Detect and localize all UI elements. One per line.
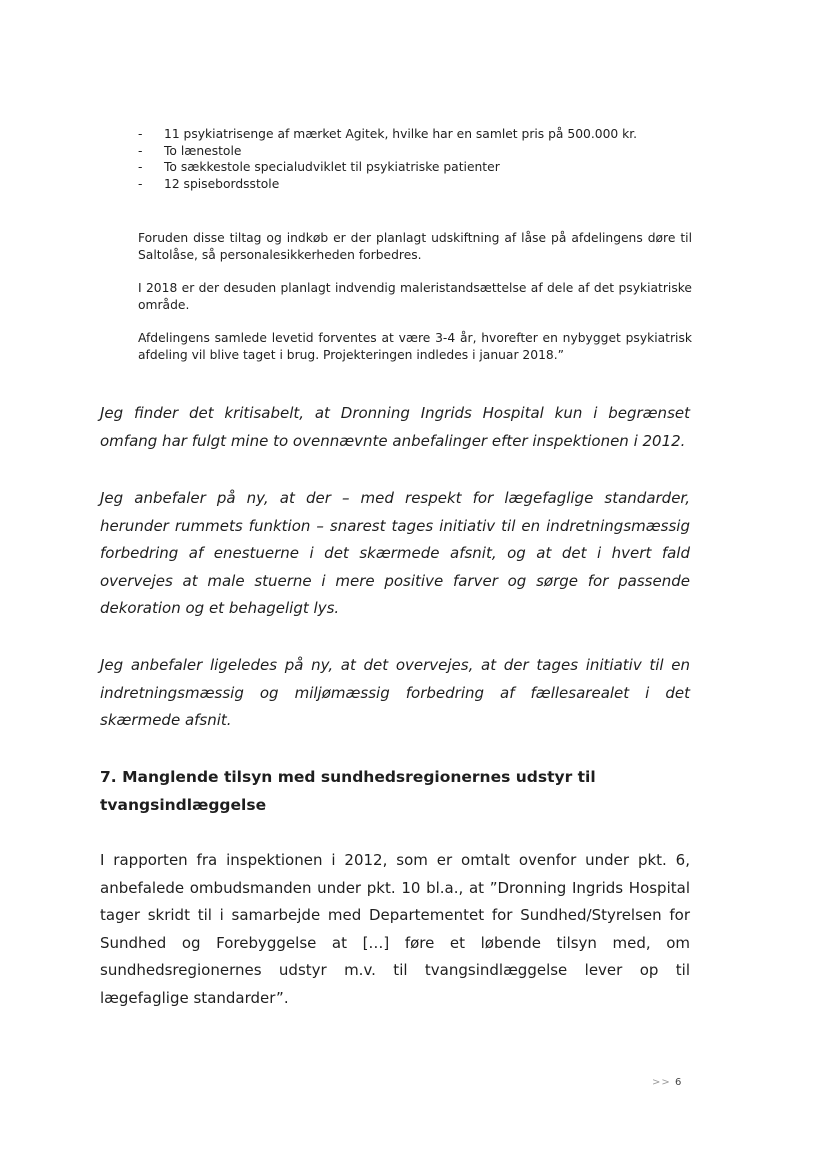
quote-paragraph: I 2018 er der desuden planlagt indvendig maleristandsættelse af dele af det psykiatriske område. bbox=[138, 281, 692, 312]
quote-paragraph: Afdelingens samlede levetid forventes at være 3-4 år, hvorefter en nybygget psykiatrisk afdeling vil blive taget i brug. Projekteringen indledes i januar 2018.” bbox=[138, 331, 692, 362]
list-item: - To sækkestole specialudviklet til psykiatriske patienter bbox=[138, 160, 500, 174]
body-paragraph: Jeg anbefaler ligeledes på ny, at det overvejes, at der tages initiativ til en indretningsmæssig og miljømæssig forbedring af fællesarealet i det skærmede afsnit. bbox=[100, 656, 690, 729]
quote-paragraph: Foruden disse tiltag og indkøb er der planlagt udskiftning af låse på afdelingens døre til Saltolåse, så personalesikkerheden forbedres. bbox=[138, 231, 692, 262]
list-item: - 12 spisebordsstole bbox=[138, 176, 280, 191]
body-paragraph: I rapporten fra inspektionen i 2012, som er omtalt ovenfor under pkt. 6, anbefalede ombudsmanden under pkt. 10 bl.a., at ”Dronning Ingrids Hospital tager skridt til i samarbejde med Departementet for Sundhed/Styrelsen for Sundhed og Forebyggelse at […] føre et løbende tilsyn med, om sundhedsregionernes udstyr m.v. til tvangsindlæggelse lever op til lægefaglige standarder”. bbox=[100, 851, 690, 1007]
list-item: - To lænestole bbox=[138, 143, 242, 158]
body-paragraph: Jeg anbefaler på ny, at der – med respekt for lægefaglige standarder, herunder rummets funktion – snarest tages initiativ til en indretningsmæssig forbedring af enestuerne i det skærmede afsnit, og at det i hvert fald overvejes at male stuerne i mere positive farver og sørge for passende dekoration og et behageligt lys. bbox=[100, 489, 690, 617]
section-heading: 7. Manglende tilsyn med sundhedsregionernes udstyr til tvangsindlæggelse bbox=[100, 768, 596, 814]
page-arrows: >> bbox=[652, 1077, 671, 1088]
equipment-list bbox=[138, 126, 692, 192]
body-paragraph: Jeg finder det kritisabelt, at Dronning Ingrids Hospital kun i begrænset omfang har fulgt mine to ovennævnte anbefalinger efter inspektionen i 2012. bbox=[100, 404, 690, 450]
page-number bbox=[652, 1077, 682, 1088]
page-number-value: 6 bbox=[674, 1077, 683, 1088]
list-item: - 11 psykiatrisenge af mærket Agitek, hvilke har en samlet pris på 500.000 kr. bbox=[138, 127, 638, 141]
